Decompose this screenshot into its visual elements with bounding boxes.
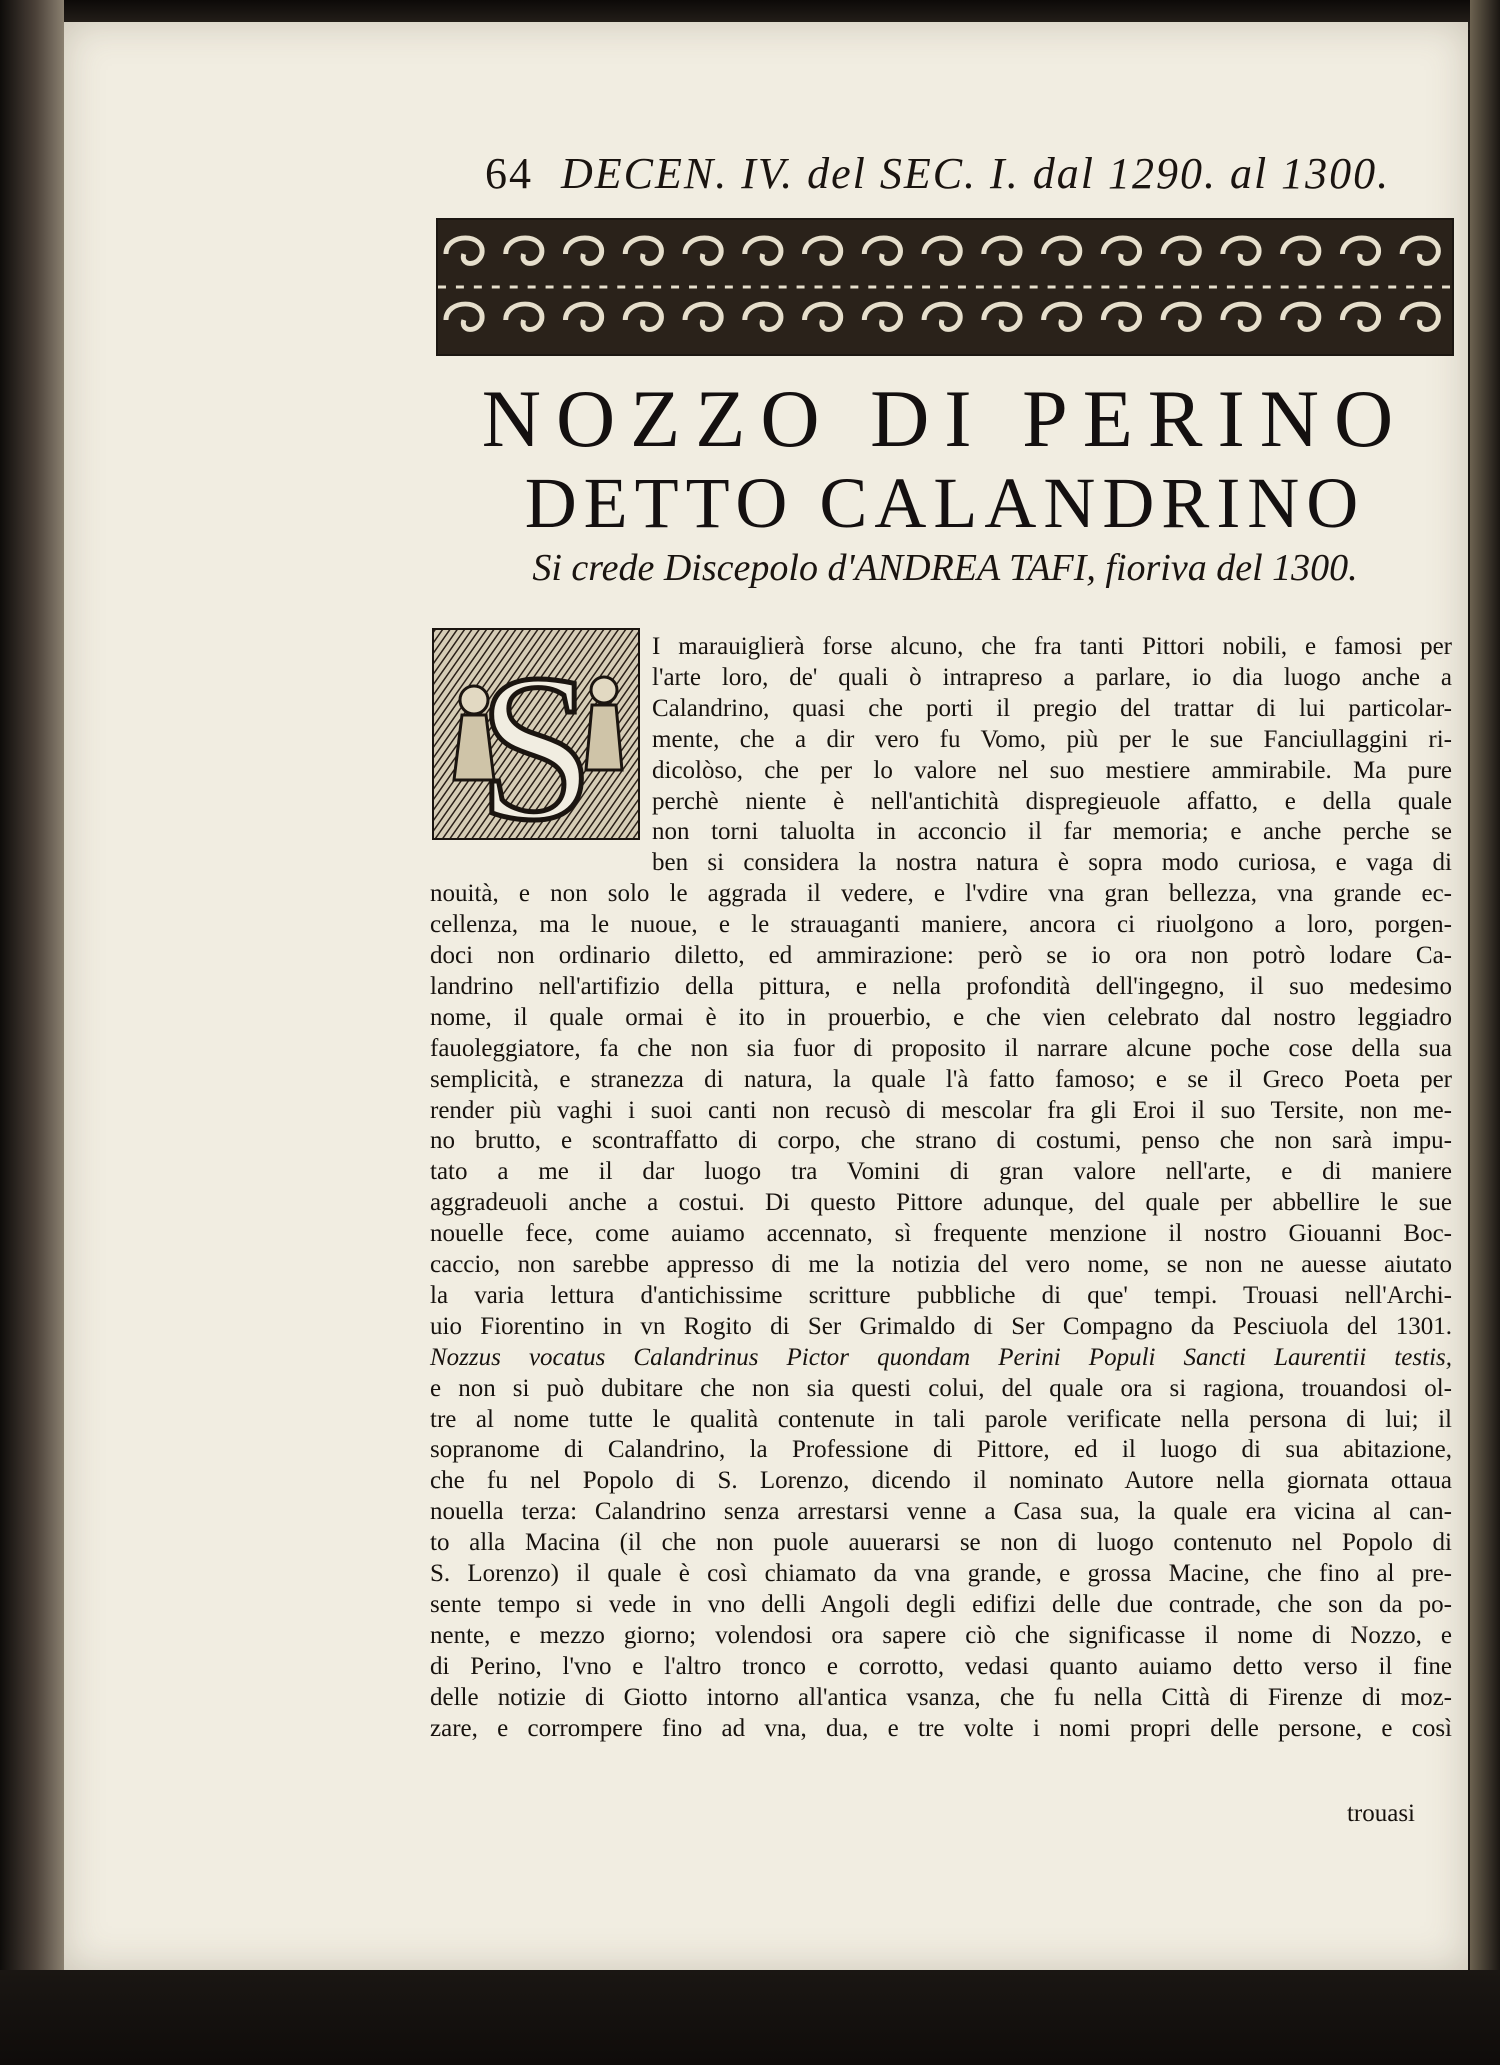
body-line: Nozzus vocatus Calandrinus Pictor quondam Perini Populi Sancti Laurentii testis, bbox=[430, 1343, 1452, 1371]
body-line: nente, e mezzo giorno; volendosi ora sapere ciò che significasse il nome di Nozzo, e bbox=[430, 1621, 1452, 1649]
body-line: I marauiglierà forse alcuno, che fra tanti Pittori nobili, e famosi per bbox=[652, 633, 1452, 660]
body-line: render più vaghi i suoi canti non recusò di mescolar fra gli Eroi il suo Tersite, non me- bbox=[430, 1096, 1452, 1124]
body-line: nome, il quale ormai è ito in prouerbio, e che vien celebrato dal nostro leggiadro bbox=[430, 1003, 1452, 1031]
left-binding-edge bbox=[0, 0, 64, 2065]
body-line: aggradeuoli anche a costui. Di questo Pittore adunque, del quale per abbellire le sue bbox=[430, 1189, 1452, 1217]
body-line: doci non ordinario diletto, ed ammirazione: però se io ora non potrò lodare Ca- bbox=[430, 942, 1452, 969]
body-line: nouella terza: Calandrino senza arrestarsi venne a Casa sua, la quale era vicina al can- bbox=[430, 1498, 1452, 1526]
body-line: sente tempo si vede in vno delli Angoli degli edifizi delle due contrade, che son da po- bbox=[430, 1590, 1452, 1618]
woodcut-illustration bbox=[434, 630, 638, 838]
subtitle: Si crede Discepolo d'ANDREA TAFI, fioriva del 1300. bbox=[532, 547, 1358, 589]
body-line: delle notizie di Giotto intorno all'antica vsanza, che fu nella Città di Firenze di moz- bbox=[430, 1683, 1452, 1711]
body-line: fauoleggiatore, fa che non sia fuor di proposito il narrare alcune poche cose della sua bbox=[430, 1034, 1452, 1062]
body-line: S. Lorenzo) il quale è così chiamato da vna grande, e grossa Macine, che fino al pre- bbox=[430, 1560, 1452, 1587]
body-line: uio Fiorentino in vn Rogito di Ser Grimaldo di Ser Compagno da Pesciuola del 1301. bbox=[430, 1312, 1452, 1340]
bottom-edge bbox=[0, 1970, 1500, 2065]
body-line: sopranome di Calandrino, la Professione di Pittore, ed il luogo di sua abitazione, bbox=[430, 1436, 1452, 1464]
drop-cap-letter: S bbox=[477, 632, 595, 838]
body-line: tre al nome tutte le qualità contenute in tali parole verificate nella persona di lui; il bbox=[430, 1405, 1452, 1433]
right-edge bbox=[1470, 0, 1500, 2065]
body-line: no brutto, e scontraffatto di corpo, che strano di costumi, penso che non sarà impu- bbox=[430, 1127, 1452, 1155]
body-line: nouelle fece, come auiamo accennato, sì frequente menzione il nostro Giouanni Boc- bbox=[430, 1220, 1452, 1248]
body-line: caccio, non sarebbe appresso di me la notizia del vero nome, se non ne auesse aiutato bbox=[430, 1251, 1452, 1278]
body-line: nouità, e non solo le aggrada il vedere, e l'vdire vna gran bellezza, vna grande ec- bbox=[430, 880, 1452, 908]
body-line: cellenza, ma le nuoue, e le strauaganti maniere, ancora ci riuolgono a loro, porgen- bbox=[430, 911, 1452, 939]
body-line: tato a me il dar luogo tra Vomini di gran valore nell'arte, e di maniere bbox=[430, 1158, 1452, 1186]
body-line: dicolòso, che per lo valore nel suo mestiere ammirabile. Ma pure bbox=[652, 756, 1452, 784]
body-line: e non si può dubitare che non sia questi colui, del quale ora si ragiona, trouandosi ol- bbox=[430, 1374, 1452, 1402]
catchword: trouasi bbox=[1346, 1800, 1415, 1827]
body-line: di Perino, l'vno e l'altro tronco e corrotto, vedasi quanto auiamo detto verso il fine bbox=[430, 1652, 1452, 1680]
body-line: ben si considera la nostra natura è sopra modo curiosa, e vaga di bbox=[652, 849, 1452, 877]
decorative-headpiece bbox=[436, 218, 1454, 356]
body-line: non torni taluolta in acconcio il far memoria; e anche perche se bbox=[652, 818, 1452, 846]
title-line-2: DETTO CALANDRINO bbox=[524, 463, 1366, 543]
body-line: to alla Macina (il che non puole auuerarsi se non di luogo contenuto nel Popolo di bbox=[430, 1529, 1452, 1557]
body-line: Calandrino, quasi che porti il pregio del trattar di lui particolar- bbox=[652, 694, 1452, 722]
body-line: mente, che a dir vero fu Vomo, più per le sue Fanciullaggini ri- bbox=[652, 725, 1452, 753]
running-head bbox=[485, 148, 1391, 199]
page-number: 64 bbox=[485, 149, 533, 198]
body-line: semplicità, e stranezza di natura, la quale l'à fatto famoso; e se il Greco Poeta per bbox=[430, 1065, 1452, 1093]
title-line-1: NOZZO DI PERINO bbox=[481, 373, 1409, 464]
woodcut-initial-s bbox=[432, 628, 640, 840]
body-line: la varia lettura d'antichissime scritture pubbliche di que' tempi. Trouasi nell'Archi- bbox=[430, 1281, 1452, 1309]
body-line: zare, e corrompere fino ad vna, dua, e tre volte i nomi propri delle persone, e così bbox=[430, 1714, 1452, 1742]
body-line: landrino nell'artifizio della pittura, e nella profondità dell'ingegno, il suo medesimo bbox=[430, 972, 1452, 1000]
body-line: che fu nel Popolo di S. Lorenzo, dicendo il nominato Autore nella giornata ottaua bbox=[430, 1467, 1452, 1495]
body-line: perchè niente è nell'antichità dispregieuole affatto, e della quale bbox=[652, 787, 1452, 815]
body-line: l'arte loro, de' quali ò intrapreso a parlare, io dia luogo anche a bbox=[652, 663, 1452, 691]
header-text: DECEN. IV. del SEC. I. dal 1290. al 1300. bbox=[561, 149, 1391, 198]
